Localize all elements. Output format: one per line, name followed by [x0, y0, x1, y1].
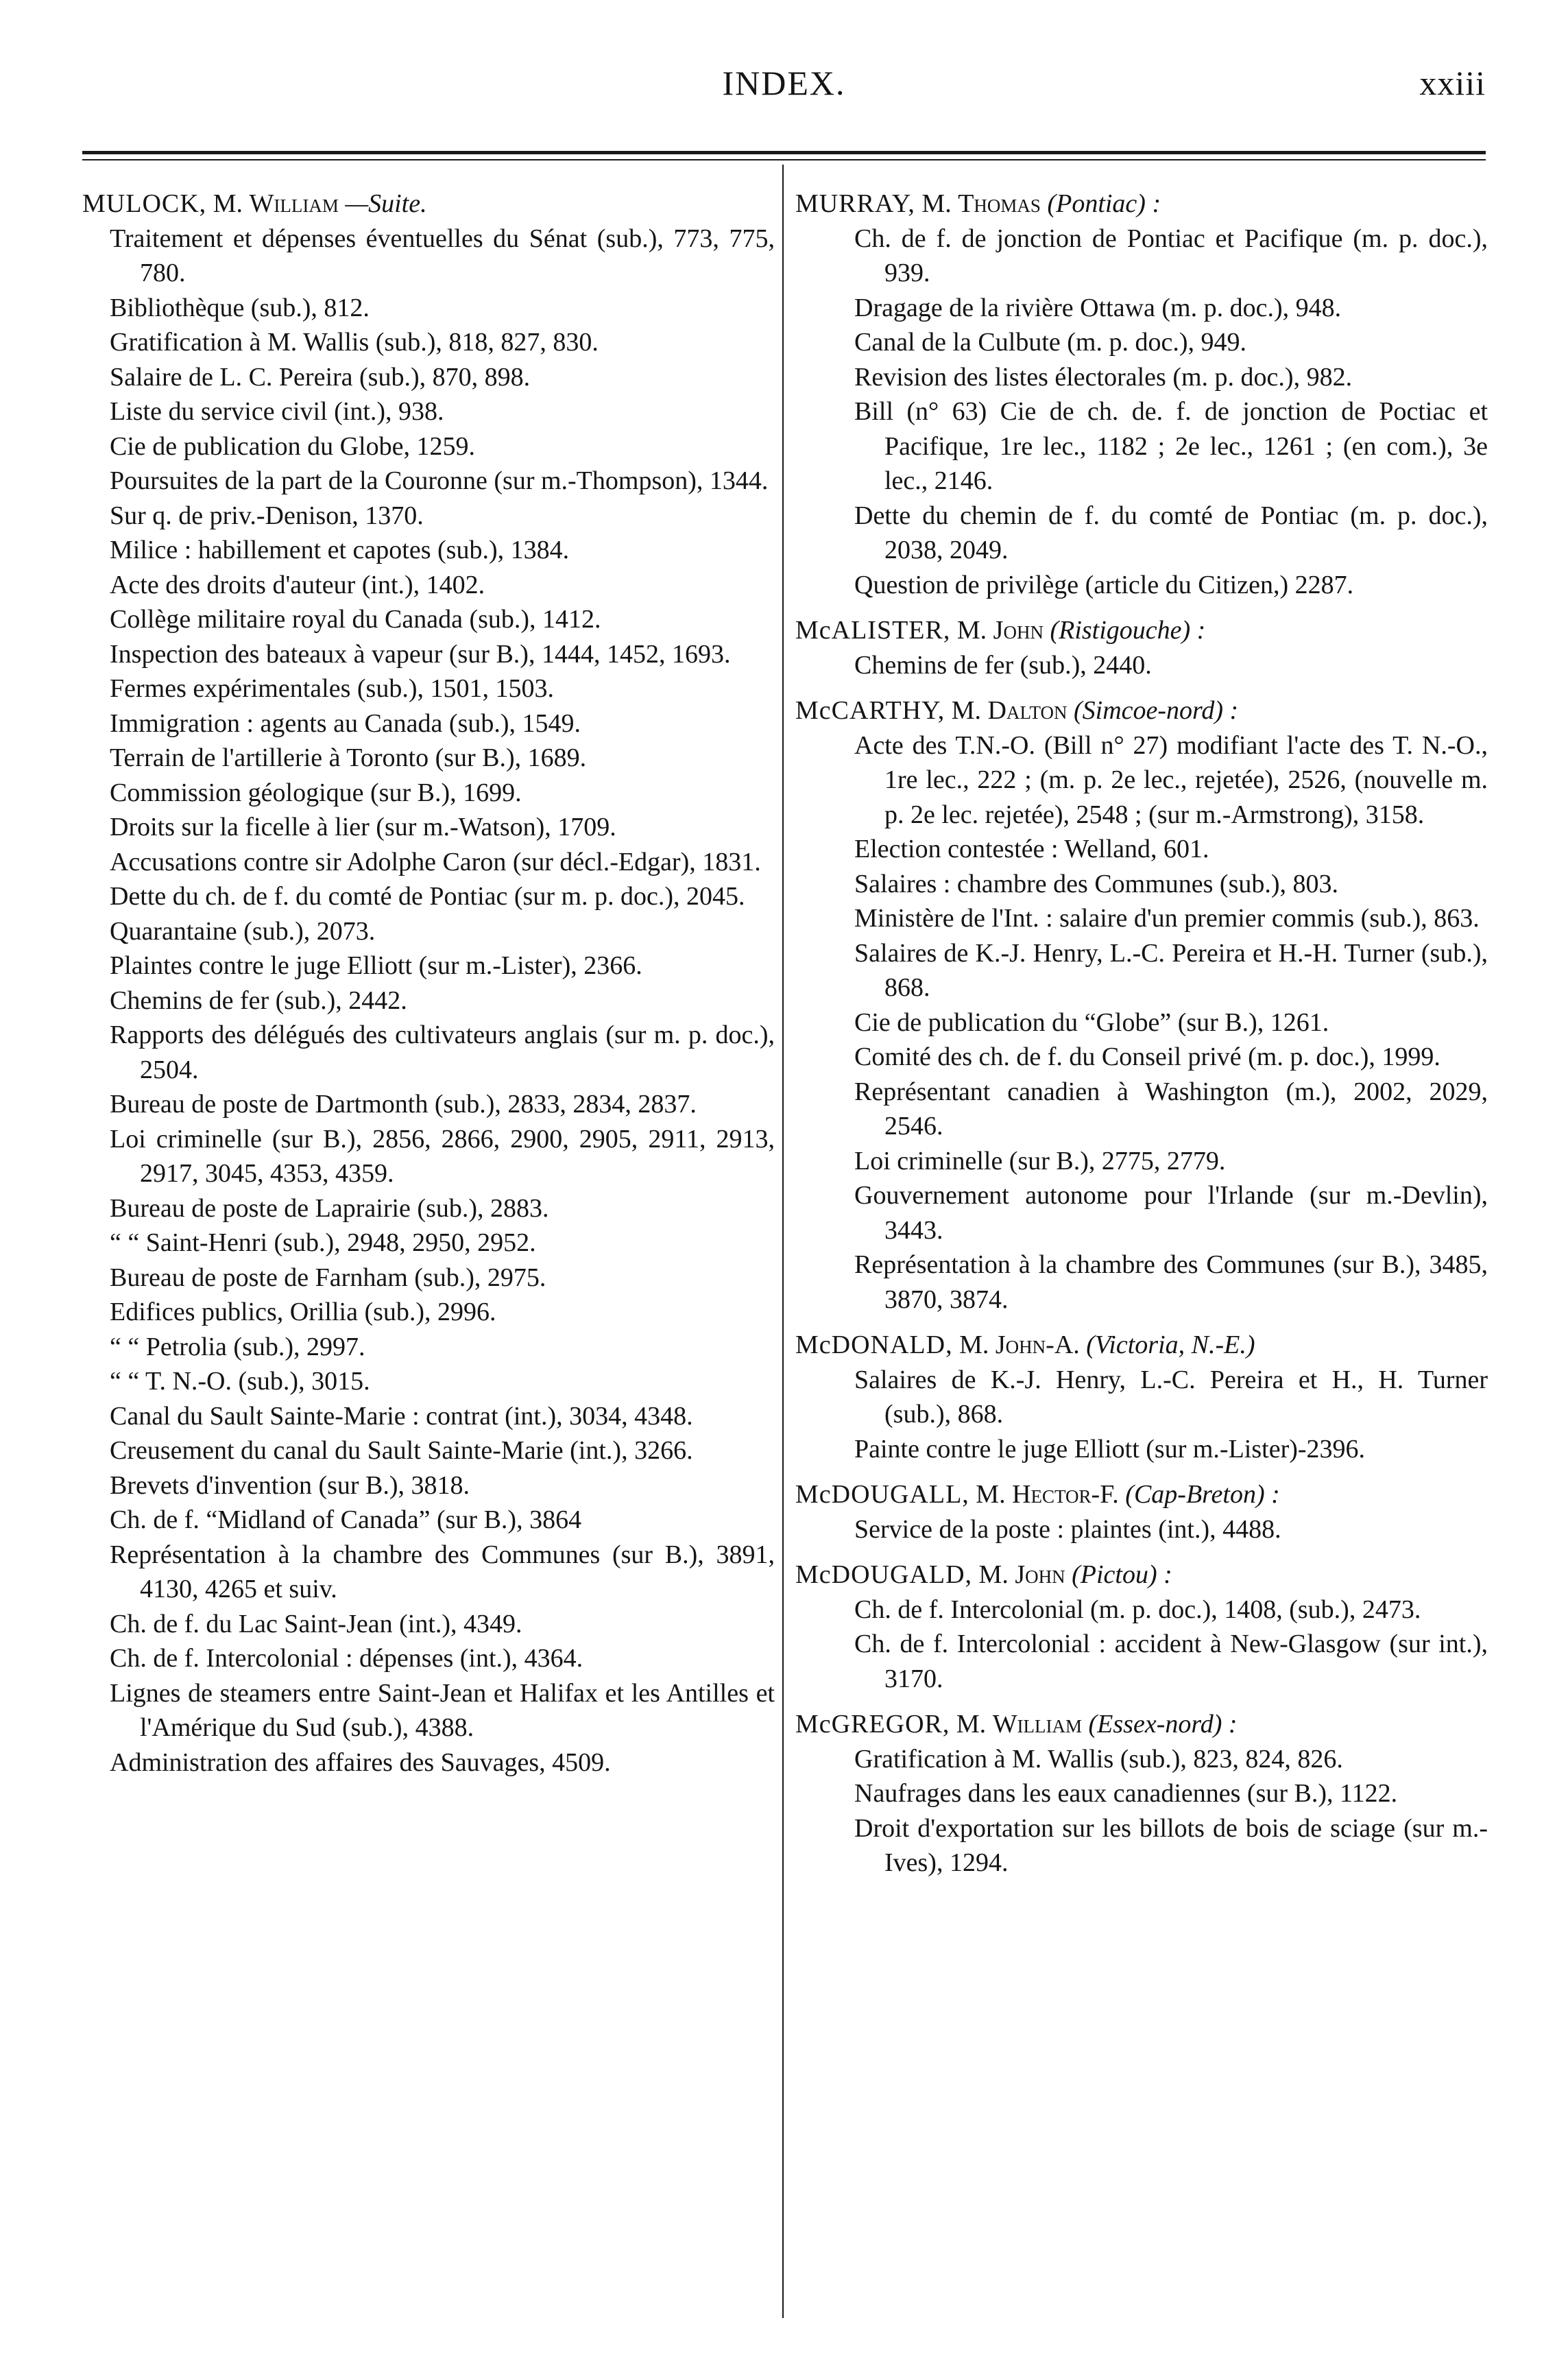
member-riding: (Ristigouche) :	[1050, 616, 1206, 645]
column-divider	[782, 165, 784, 2318]
member-surname: McDONALD,	[795, 1330, 953, 1359]
index-entry: Revision des listes électorales (m. p. doc.), 982.	[854, 362, 1353, 392]
index-entry: Droit d'exportation sur les billots de bois de sciage (sur m.-Ives), 1294.	[854, 1813, 1488, 1877]
index-entry: Question de privilège (article du Citizen,) 2287.	[854, 570, 1354, 599]
right-column	[795, 187, 1488, 1881]
index-entry: Rapports des délégués des cultivateurs anglais (sur m. p. doc.), 2504.	[110, 1021, 775, 1084]
member-riding: (Victoria, N.-E.)	[1086, 1330, 1255, 1359]
index-entry: Salaires : chambre des Communes (sub.), 803.	[854, 869, 1339, 898]
index-entry: Ch. de f. Intercolonial (m. p. doc.), 1408, (sub.), 2473.	[854, 1595, 1421, 1624]
index-entry: Chemins de fer (sub.), 2440.	[854, 650, 1152, 680]
index-entry: Dette du chemin de f. du comté de Pontiac (m. p. doc.), 2038, 2049.	[854, 501, 1488, 564]
member-heading	[795, 1477, 1488, 1512]
member-given-name: John	[993, 616, 1044, 645]
index-entry: Edifices publics, Orillia (sub.), 2996.	[110, 1298, 496, 1326]
index-entry: Collège militaire royal du Canada (sub.), 1412.	[110, 605, 601, 634]
index-entry: Représentation à la chambre des Communes (sur B.), 3485, 3870, 3874.	[854, 1250, 1488, 1314]
index-entry: Acte des T.N.-O. (Bill n° 27) modifiant l'acte des T. N.-O., 1re lec., 222 ; (m. p. 2e lec., rejetée), 2526, (nouvelle m. p. 2e lec. rejetée), 2548 ; (sur m.-Armstrong), 3158.	[854, 730, 1488, 829]
index-entry: Painte contre le juge Elliott (sur m.-Lister)-2396.	[854, 1434, 1366, 1464]
member-riding: —Suite.	[345, 189, 427, 218]
index-entry: Chemins de fer (sub.), 2442.	[110, 986, 407, 1015]
index-entry: Traitement et dépenses éventuelles du Sénat (sub.), 773, 775, 780.	[110, 224, 775, 287]
index-entry: Brevets d'invention (sur B.), 3818.	[110, 1470, 470, 1500]
index-entry: Ch. de f. Intercolonial : dépenses (int.), 4364.	[110, 1644, 583, 1673]
index-entry: Gratification à M. Wallis (sub.), 823, 824, 826.	[854, 1744, 1343, 1774]
member-surname: McDOUGALL,	[795, 1480, 969, 1509]
member-given-name: William	[992, 1710, 1083, 1739]
member-heading	[795, 693, 1488, 728]
index-entry: Immigration : agents au Canada (sub.), 1549.	[110, 708, 581, 738]
member-heading	[795, 1328, 1488, 1363]
index-entry: Bureau de poste de Dartmonth (sub.), 2833, 2834, 2837.	[110, 1090, 697, 1119]
index-entry: “ “ Saint-Henri (sub.), 2948, 2950, 2952.	[110, 1228, 536, 1257]
member-salutation: M.	[921, 189, 952, 218]
member-riding: (Pictou) :	[1072, 1560, 1172, 1589]
member-salutation: M.	[956, 616, 987, 645]
index-entry: Ministère de l'Int. : salaire d'un premier commis (sub.), 863.	[854, 904, 1480, 933]
member-heading	[82, 187, 775, 222]
member-heading	[795, 187, 1488, 222]
index-entry: Bibliothèque (sub.), 812.	[110, 293, 370, 322]
index-entry: Cie de publication du Globe, 1259.	[110, 431, 475, 461]
member-salutation: M.	[956, 1710, 987, 1739]
header-rule-thin	[82, 159, 1486, 160]
index-entry: Lignes de steamers entre Saint-Jean et Halifax et les Antilles et l'Amérique du Sud (sub.), 4388.	[110, 1678, 775, 1742]
index-entry: Ch. de f. de jonction de Pontiac et Pacifique (m. p. doc.), 939.	[854, 224, 1488, 287]
index-entry: Canal du Sault Sainte-Marie : contrat (int.), 3034, 4348.	[110, 1401, 693, 1431]
index-entry: Inspection des bateaux à vapeur (sur B.), 1444, 1452, 1693.	[110, 639, 731, 669]
page-number: xxiii	[1419, 64, 1486, 102]
index-entry: Plaintes contre le juge Elliott (sur m.-Lister), 2366.	[110, 951, 642, 980]
index-entry: Election contestée : Welland, 601.	[854, 835, 1209, 863]
index-entry: Service de la poste : plaintes (int.), 4488.	[854, 1514, 1281, 1544]
index-entry: Creusement du canal du Sault Sainte-Marie (int.), 3266.	[110, 1436, 693, 1465]
left-column	[82, 187, 775, 1780]
member-given-name: Hector-F.	[1012, 1480, 1119, 1509]
index-entry: Salaire de L. C. Pereira (sub.), 870, 898.	[110, 362, 531, 392]
index-entry: Liste du service civil (int.), 938.	[110, 397, 444, 426]
index-entry: Gratification à M. Wallis (sub.), 818, 827, 830.	[110, 328, 599, 357]
index-entry: Commission géologique (sur B.), 1699.	[110, 778, 522, 807]
index-entry: Bill (n° 63) Cie de ch. de. f. de jonction de Poctiac et Pacifique, 1re lec., 1182 ; 2e lec., 1261 ; (en com.), 3e lec., 2146.	[854, 397, 1488, 495]
index-entry: Loi criminelle (sur B.), 2856, 2866, 2900, 2905, 2911, 2913, 2917, 3045, 4353, 4359.	[110, 1124, 775, 1188]
member-surname: McGREGOR,	[795, 1710, 950, 1739]
index-entry: Ch. de f. du Lac Saint-Jean (int.), 4349.	[110, 1609, 522, 1638]
index-entry: Accusations contre sir Adolphe Caron (sur décl.-Edgar), 1831.	[110, 847, 761, 876]
index-entry: Milice : habillement et capotes (sub.), 1384.	[110, 536, 570, 564]
member-given-name: Thomas	[958, 189, 1041, 218]
member-riding: (Simcoe-nord) :	[1073, 696, 1239, 725]
index-entry: Fermes expérimentales (sub.), 1501, 1503.	[110, 674, 554, 703]
index-entry: Ch. de f. Intercolonial : accident à New-Glasgow (sur int.), 3170.	[854, 1630, 1488, 1693]
index-entry: Bureau de poste de Laprairie (sub.), 2883.	[110, 1193, 549, 1223]
index-entry: Comité des ch. de f. du Conseil privé (m. p. doc.), 1999.	[854, 1042, 1440, 1071]
index-entry: Dette du ch. de f. du comté de Pontiac (sur m. p. doc.), 2045.	[110, 882, 745, 911]
index-entry: Loi criminelle (sur B.), 2775, 2779.	[854, 1146, 1226, 1175]
index-entry: Sur q. de priv.-Denison, 1370.	[110, 501, 424, 530]
member-salutation: M.	[976, 1480, 1006, 1509]
running-title: INDEX.	[722, 64, 846, 102]
index-entry: Ch. de f. “Midland of Canada” (sur B.), 3864	[110, 1505, 582, 1534]
member-riding: (Essex-nord) :	[1088, 1710, 1238, 1739]
member-surname: MURRAY,	[795, 189, 915, 218]
member-given-name: John-A.	[995, 1330, 1080, 1359]
member-heading	[795, 1707, 1488, 1742]
index-entry: Droits sur la ficelle à lier (sur m.-Watson), 1709.	[110, 813, 616, 842]
member-heading	[795, 1558, 1488, 1592]
index-entry: Administration des affaires des Sauvages, 4509.	[110, 1747, 611, 1777]
member-heading	[795, 613, 1488, 648]
member-given-name: Dalton	[987, 696, 1068, 725]
member-surname: McALISTER,	[795, 616, 951, 645]
index-entry: Salaires de K.-J. Henry, L.-C. Pereira et H., H. Turner (sub.), 868.	[854, 1365, 1488, 1429]
index-entry: Quarantaine (sub.), 2073.	[110, 916, 376, 946]
member-salutation: M.	[213, 189, 243, 218]
member-riding: (Pontiac) :	[1047, 189, 1161, 218]
member-riding: (Cap-Breton) :	[1125, 1480, 1280, 1509]
index-entry: “ “ T. N.-O. (sub.), 3015.	[110, 1367, 370, 1396]
index-entry: Acte des droits d'auteur (int.), 1402.	[110, 570, 485, 599]
index-entry: Dragage de la rivière Ottawa (m. p. doc.), 948.	[854, 293, 1342, 322]
index-entry: Naufrages dans les eaux canadiennes (sur B.), 1122.	[854, 1779, 1398, 1808]
member-surname: MULOCK,	[82, 189, 207, 218]
index-entry: Terrain de l'artillerie à Toronto (sur B.), 1689.	[110, 743, 587, 772]
index-entry: Représentation à la chambre des Communes (sur B.), 3891, 4130, 4265 et suiv.	[110, 1540, 775, 1603]
index-entry: Gouvernement autonome pour l'Irlande (sur m.-Devlin), 3443.	[854, 1181, 1488, 1245]
member-salutation: M.	[951, 696, 982, 725]
member-given-name: John	[1015, 1560, 1065, 1589]
index-entry: “ “ Petrolia (sub.), 2997.	[110, 1332, 365, 1361]
member-salutation: M.	[978, 1560, 1009, 1589]
index-entry: Poursuites de la part de la Couronne (sur m.-Thompson), 1344.	[110, 466, 769, 495]
member-salutation: M.	[959, 1330, 989, 1359]
index-entry: Salaires de K.-J. Henry, L.-C. Pereira et H.-H. Turner (sub.), 868.	[854, 938, 1488, 1002]
page-header	[82, 63, 1486, 118]
member-surname: McDOUGALD,	[795, 1560, 973, 1589]
index-entry: Représentant canadien à Washington (m.), 2002, 2029, 2546.	[854, 1077, 1488, 1141]
index-entry: Bureau de poste de Farnham (sub.), 2975.	[110, 1263, 546, 1292]
index-entry: Cie de publication du “Globe” (sur B.), 1261.	[854, 1007, 1329, 1037]
header-rule-thick	[82, 151, 1486, 154]
member-given-name: William	[249, 189, 339, 218]
index-entry: Canal de la Culbute (m. p. doc.), 949.	[854, 328, 1246, 357]
member-surname: McCARTHY,	[795, 696, 945, 725]
